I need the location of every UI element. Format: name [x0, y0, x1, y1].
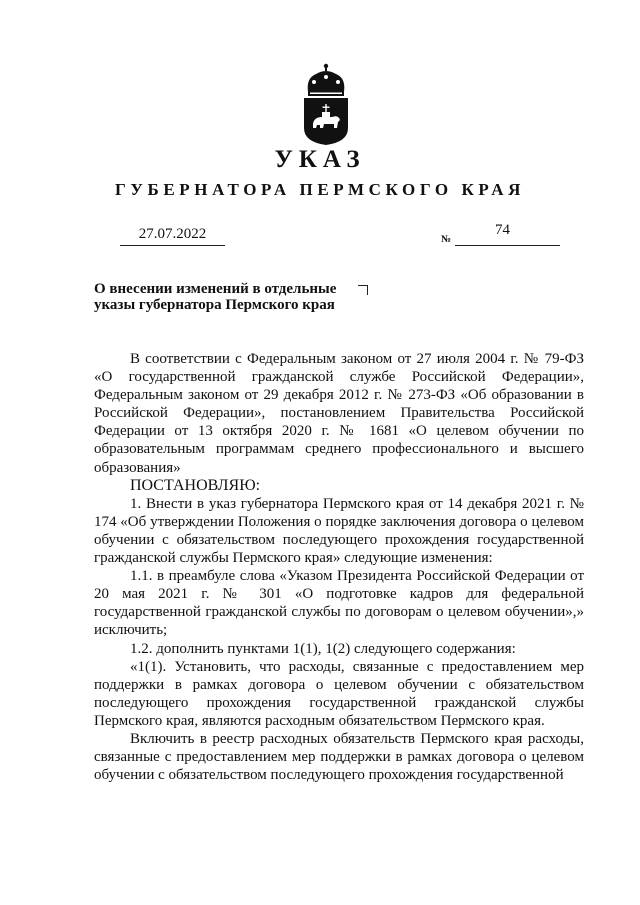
document-date: 27.07.2022	[138, 226, 207, 242]
document-date-field	[120, 225, 225, 246]
number-label: №	[441, 234, 452, 245]
document-number: 74	[495, 222, 510, 238]
item-1-1-paragraph: 1.1. в преамбуле слова «Указом Президента Российской Федерации от 20 мая 2021 г. № 301 «О подготовке кадров для федеральной государственной гражданской службы по договорам о целевом обучении»,» исключить;	[94, 568, 584, 639]
item-1-2-text2-paragraph: Включить в реестр расходных обязательств Пермского края расходы, связанные с предоставлением мер поддержки в рамках договора о целевом обучении с обязательством последующего прохождения государственной	[94, 730, 584, 784]
subject-line-1: О внесении изменений в отдельные	[94, 281, 337, 297]
decree-word: ПОСТАНОВЛЯЮ:	[130, 476, 261, 494]
perm-krai-coat-of-arms	[300, 62, 352, 146]
item-1-2-text-paragraph: «1(1). Установить, что расходы, связанные с предоставлением мер поддержки в рамках договора о целевом обучении с обязательством последующего прохождения государственной гражданской службы Пермского края, являются расходным обязательством Пермского края.	[94, 658, 584, 729]
document-issuer: ГУБЕРНАТОРА ПЕРМСКОГО КРАЯ	[115, 180, 525, 199]
document-body	[94, 350, 584, 784]
document-subject	[94, 281, 354, 313]
preamble-paragraph: В соответствии с Федеральным законом от 27 июля 2004 г. № 79-ФЗ «О государственной гражданской службе Российской Федерации», Федеральным законом от 29 декабря 2012 г. № 273-ФЗ «Об образовании в Российской Федерации», постановлением Правительства Российской Федерации от 13 октября 2020 г. № 1681 «О целевом обучении по образовательным программам среднего профессионального и высшего образования»	[94, 351, 584, 476]
subject-line-2: указы губернатора Пермского края	[94, 297, 335, 313]
subject-corner-mark	[358, 285, 368, 295]
document-title: УКАЗ	[274, 146, 366, 173]
document-number-field	[455, 221, 560, 246]
item-1-paragraph: 1. Внести в указ губернатора Пермского края от 14 декабря 2021 г. № 174 «Об утверждении Положения о порядке заключения договора о целевом обучении с обязательством последующего прохождения государственной гражданской службы Пермского края» следующие изменения:	[94, 495, 584, 567]
item-1-2-paragraph: 1.2. дополнить пунктами 1(1), 1(2) следующего содержания:	[130, 640, 516, 657]
